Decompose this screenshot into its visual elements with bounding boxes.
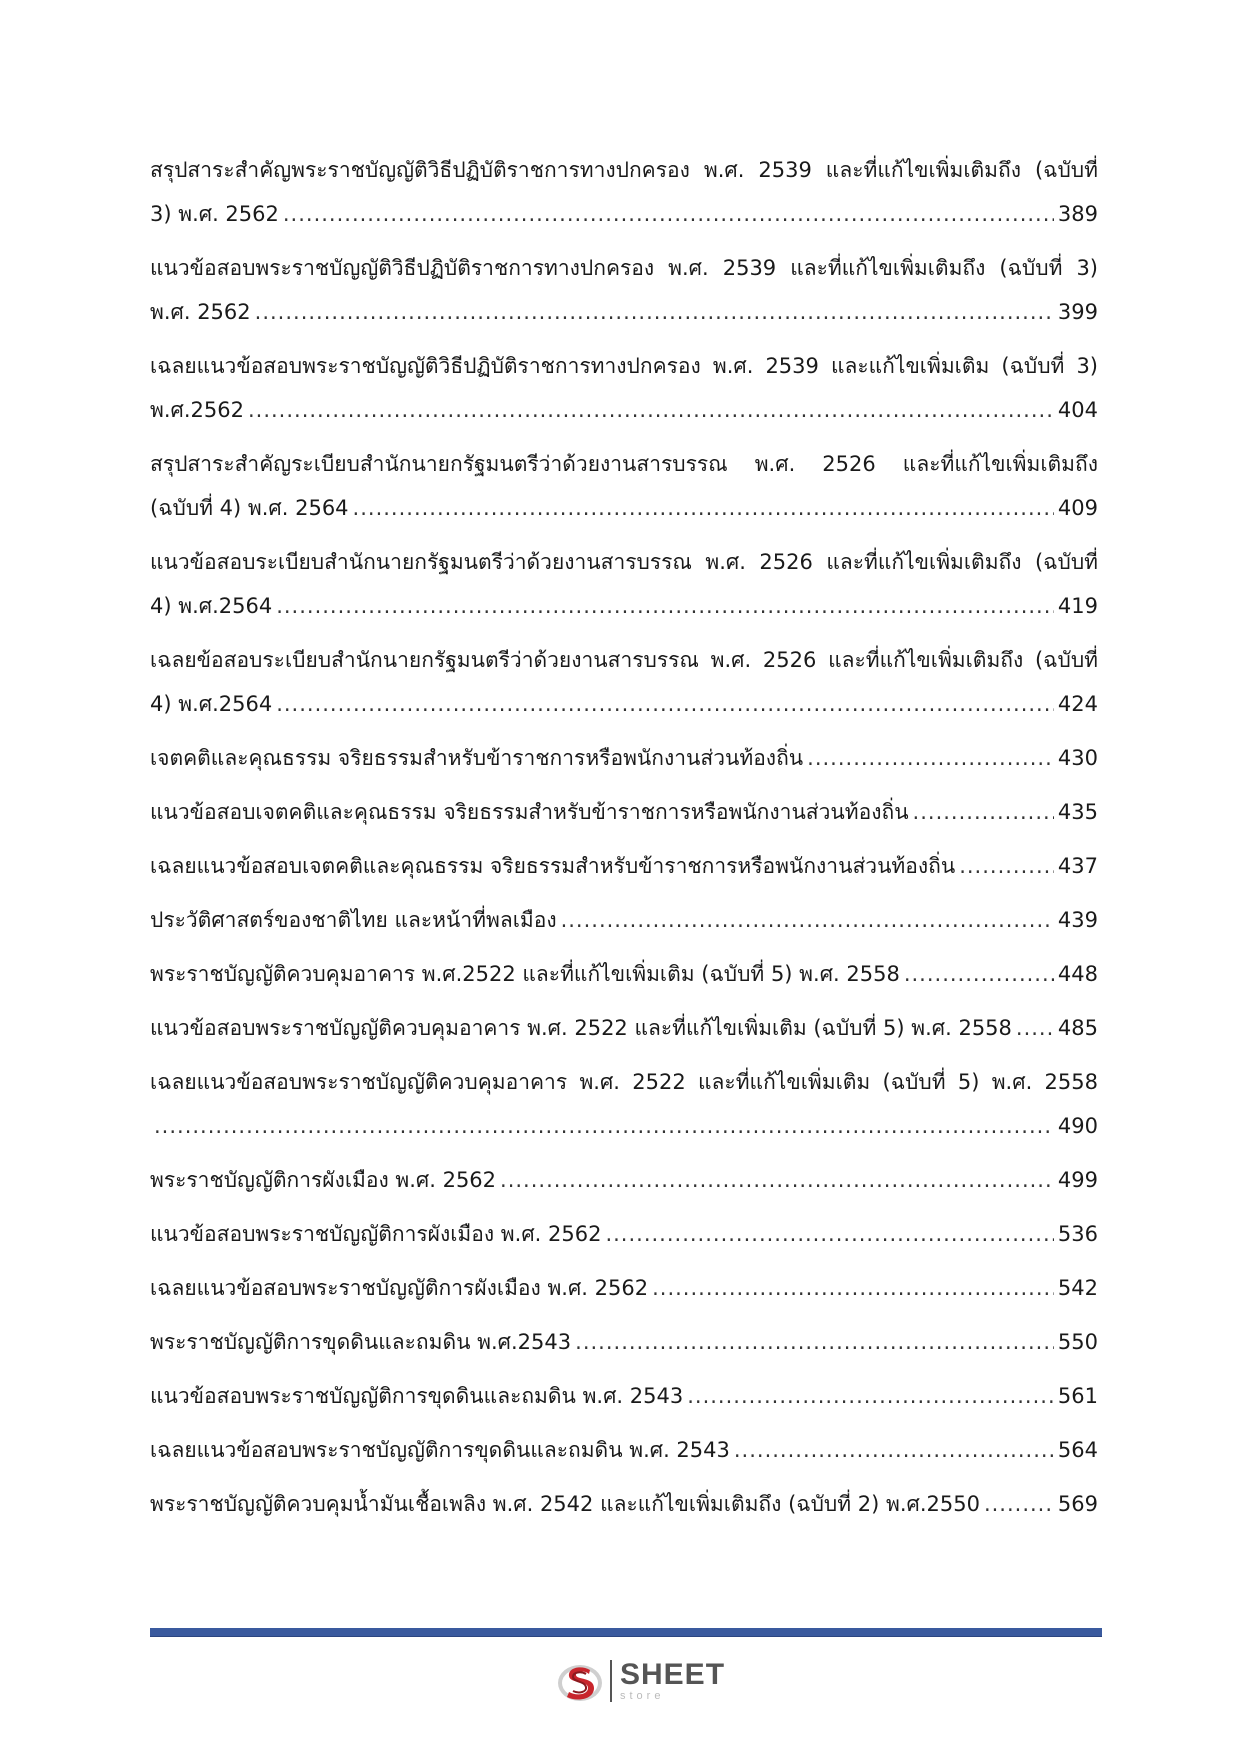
toc-entry-title: แนวข้อสอบพระราชบัญญัติการขุดดินและถมดิน พ.ศ. 2543 — [150, 1384, 684, 1408]
toc-entry[interactable] — [150, 638, 1098, 726]
leader-dots — [605, 1212, 1053, 1256]
toc-entry[interactable] — [150, 1006, 1098, 1050]
logo-separator — [610, 1660, 612, 1702]
toc-entry-page: 439 — [1057, 908, 1098, 932]
toc-entry-page: 419 — [1057, 594, 1098, 618]
toc-entry-page: 542 — [1057, 1276, 1098, 1300]
toc-entry-title-line2: พ.ศ.2562 — [150, 398, 244, 422]
toc-entry-title: เฉลยแนวข้อสอบพระราชบัญญัติการขุดดินและถมดิน พ.ศ. 2543 — [150, 1438, 730, 1462]
toc-entry-title-line2: 3) พ.ศ. 2562 — [150, 202, 279, 226]
toc-entry-page: 430 — [1057, 746, 1098, 770]
toc-entry[interactable] — [150, 1212, 1098, 1256]
logo-brand-text: SHEET — [620, 1658, 726, 1691]
leader-dots — [154, 1104, 1054, 1148]
toc-entry[interactable] — [150, 844, 1098, 888]
toc-entry-page: 536 — [1057, 1222, 1098, 1246]
toc-entry-title: เจตคติและคุณธรรม จริยธรรมสำหรับข้าราชการหรือพนักงานส่วนท้องถิ่น — [150, 746, 804, 770]
leader-dots — [248, 388, 1054, 432]
toc-entry-page: 561 — [1057, 1384, 1098, 1408]
leader-dots — [575, 1320, 1054, 1364]
toc-entry-page: 564 — [1057, 1438, 1098, 1462]
leader-dots — [500, 1158, 1054, 1202]
toc-entry-page: 399 — [1057, 300, 1098, 324]
table-of-contents — [150, 148, 1098, 1536]
toc-entry-page: 550 — [1057, 1330, 1098, 1354]
toc-entry-title-line1: แนวข้อสอบระเบียบสำนักนายกรัฐมนตรีว่าด้วยงานสารบรรณ พ.ศ. 2526 และที่แก้ไขเพิ่มเติมถึง (ฉบับที่ — [150, 550, 1098, 574]
leader-dots — [276, 584, 1054, 628]
toc-entry[interactable] — [150, 344, 1098, 432]
sheet-store-logo-icon — [556, 1657, 604, 1705]
leader-dots — [904, 952, 1054, 996]
toc-entry-title-line1: สรุปสาระสำคัญพระราชบัญญัติวิธีปฏิบัติราชการทางปกครอง พ.ศ. 2539 และที่แก้ไขเพิ่มเติมถึง (ฉบับที่ — [150, 158, 1098, 182]
leader-dots — [255, 290, 1054, 334]
leader-dots — [734, 1428, 1054, 1472]
toc-entry-title: พระราชบัญญัติการขุดดินและถมดิน พ.ศ.2543 — [150, 1330, 572, 1354]
toc-entry[interactable] — [150, 790, 1098, 834]
toc-entry[interactable] — [150, 1428, 1098, 1472]
toc-entry-page: 485 — [1057, 1016, 1098, 1040]
toc-entry-page: 435 — [1057, 800, 1098, 824]
leader-dots — [276, 682, 1054, 726]
toc-entry-title-line1: สรุปสาระสำคัญระเบียบสำนักนายกรัฐมนตรีว่าด้วยงานสารบรรณ พ.ศ. 2526 และที่แก้ไขเพิ่มเติมถึง — [150, 452, 1098, 476]
toc-entry[interactable] — [150, 442, 1098, 530]
toc-entry-page: 404 — [1057, 398, 1098, 422]
toc-entry[interactable] — [150, 540, 1098, 628]
toc-entry[interactable] — [150, 1374, 1098, 1418]
toc-entry-title-line2: 4) พ.ศ.2564 — [150, 692, 273, 716]
toc-entry-page: 448 — [1057, 962, 1098, 986]
leader-dots — [353, 486, 1054, 530]
toc-entry[interactable] — [150, 898, 1098, 942]
toc-entry[interactable] — [150, 1482, 1098, 1526]
leader-dots — [687, 1374, 1054, 1418]
toc-entry[interactable] — [150, 1060, 1098, 1148]
leader-dots — [561, 898, 1054, 942]
toc-entry-title: เฉลยแนวข้อสอบเจตคติและคุณธรรม จริยธรรมสำหรับข้าราชการหรือพนักงานส่วนท้องถิ่น — [150, 854, 956, 878]
toc-entry-page: 389 — [1057, 202, 1098, 226]
toc-entry-title-line1: เฉลยข้อสอบระเบียบสำนักนายกรัฐมนตรีว่าด้วยงานสารบรรณ พ.ศ. 2526 และที่แก้ไขเพิ่มเติมถึง (ฉบับที่ — [150, 648, 1098, 672]
leader-dots — [1016, 1006, 1054, 1050]
toc-entry[interactable] — [150, 1266, 1098, 1310]
toc-entry-page: 499 — [1057, 1168, 1098, 1192]
toc-entry-page: 409 — [1057, 496, 1098, 520]
toc-entry-title-line2: พ.ศ. 2562 — [150, 300, 251, 324]
toc-entry[interactable] — [150, 736, 1098, 780]
toc-entry-title: พระราชบัญญัติการผังเมือง พ.ศ. 2562 — [150, 1168, 497, 1192]
toc-entry-title: ประวัติศาสตร์ของชาติไทย และหน้าที่พลเมือง — [150, 908, 557, 932]
sheet-store-logo — [556, 1656, 726, 1706]
leader-dots — [913, 790, 1054, 834]
toc-entry-title: พระราชบัญญัติควบคุมน้ำมันเชื้อเพลิง พ.ศ. 2542 และแก้ไขเพิ่มเติมถึง (ฉบับที่ 2) พ.ศ.2550 — [150, 1492, 980, 1516]
leader-dots — [807, 736, 1054, 780]
toc-entry-page: 437 — [1057, 854, 1098, 878]
toc-entry[interactable] — [150, 1320, 1098, 1364]
toc-entry-title-line1: แนวข้อสอบพระราชบัญญัติวิธีปฏิบัติราชการทางปกครอง พ.ศ. 2539 และที่แก้ไขเพิ่มเติมถึง (ฉบับที่ 3) — [150, 256, 1098, 280]
leader-dots — [959, 844, 1054, 888]
toc-entry[interactable] — [150, 1158, 1098, 1202]
toc-entry-title-line2: 4) พ.ศ.2564 — [150, 594, 273, 618]
toc-entry-title-line1: เฉลยแนวข้อสอบพระราชบัญญัติวิธีปฏิบัติราชการทางปกครอง พ.ศ. 2539 และแก้ไขเพิ่มเติม (ฉบับที่ 3) — [150, 354, 1098, 378]
logo-sub-text: store — [620, 1690, 665, 1702]
toc-entry-title-line1: เฉลยแนวข้อสอบพระราชบัญญัติควบคุมอาคาร พ.ศ. 2522 และที่แก้ไขเพิ่มเติม (ฉบับที่ 5) พ.ศ. 2558 — [150, 1070, 1098, 1094]
toc-entry-title: แนวข้อสอบเจตคติและคุณธรรม จริยธรรมสำหรับข้าราชการหรือพนักงานส่วนท้องถิ่น — [150, 800, 909, 824]
toc-entry-page: 424 — [1057, 692, 1098, 716]
toc-entry-title: แนวข้อสอบพระราชบัญญัติควบคุมอาคาร พ.ศ. 2522 และที่แก้ไขเพิ่มเติม (ฉบับที่ 5) พ.ศ. 2558 — [150, 1016, 1012, 1040]
leader-dots — [652, 1266, 1054, 1310]
toc-entry-title: เฉลยแนวข้อสอบพระราชบัญญัติการผังเมือง พ.ศ. 2562 — [150, 1276, 649, 1300]
toc-entry[interactable] — [150, 952, 1098, 996]
toc-entry-title-line2: (ฉบับที่ 4) พ.ศ. 2564 — [150, 496, 349, 520]
toc-entry-title: พระราชบัญญัติควบคุมอาคาร พ.ศ.2522 และที่แก้ไขเพิ่มเติม (ฉบับที่ 5) พ.ศ. 2558 — [150, 962, 900, 986]
toc-entry-title: แนวข้อสอบพระราชบัญญัติการผังเมือง พ.ศ. 2562 — [150, 1222, 602, 1246]
leader-dots — [283, 192, 1054, 236]
toc-entry[interactable] — [150, 246, 1098, 334]
toc-entry-page: 490 — [1057, 1114, 1098, 1138]
leader-dots — [984, 1482, 1054, 1526]
footer-divider — [150, 1628, 1102, 1637]
toc-entry[interactable] — [150, 148, 1098, 236]
toc-entry-page: 569 — [1057, 1492, 1098, 1516]
